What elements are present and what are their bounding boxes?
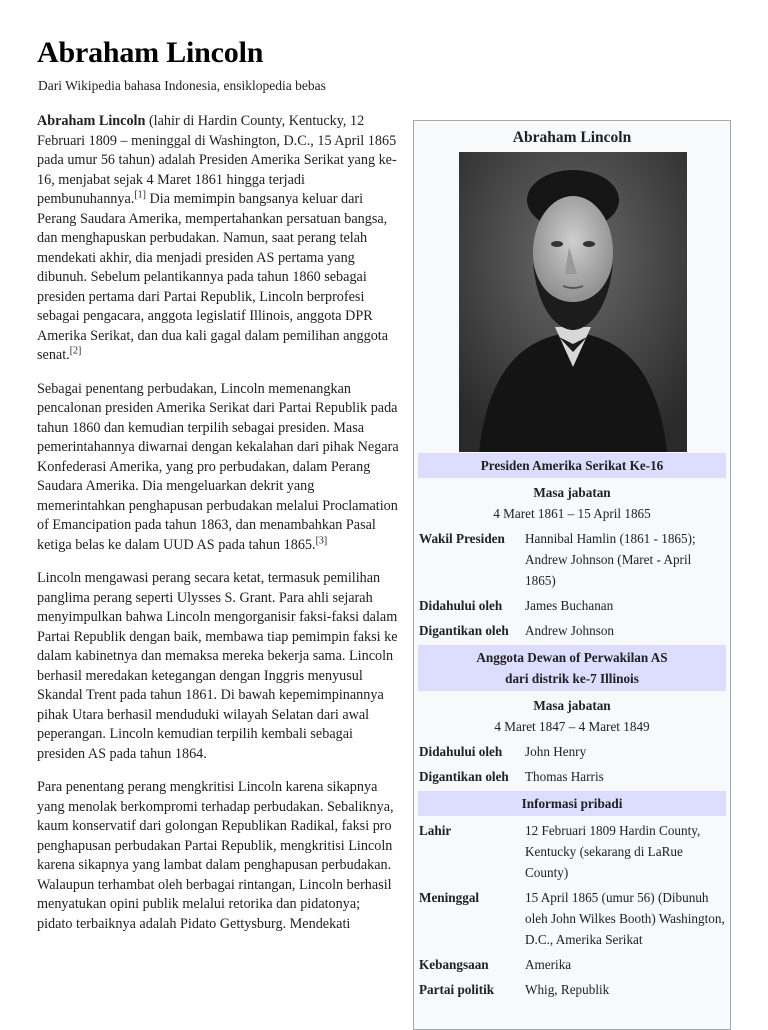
citation-link[interactable]: [1] xyxy=(134,189,146,201)
infobox-row xyxy=(419,595,730,616)
section-header-congress xyxy=(418,645,726,691)
row-key: Digantikan oleh xyxy=(419,769,509,784)
row-value[interactable]: 15 April 1865 (umur 56) (Dibunuh oleh John Wilkes Booth) Washington, D.C., Amerika Serikat xyxy=(525,890,725,947)
row-key: Wakil Presiden xyxy=(419,531,505,546)
portrait-drawing xyxy=(459,152,687,452)
row-key: Meninggal xyxy=(419,890,480,905)
term-dates: 4 Maret 1861 – 15 April 1865 xyxy=(493,506,651,521)
row-key: Didahului oleh xyxy=(419,598,503,613)
row-value[interactable]: Thomas Harris xyxy=(525,769,604,784)
term-dates: 4 Maret 1847 – 4 Maret 1849 xyxy=(494,719,650,734)
infobox-title: Abraham Lincoln xyxy=(512,129,632,146)
term-label: Masa jabatan xyxy=(533,698,611,713)
subject-name: Abraham Lincoln xyxy=(37,113,146,129)
row-value[interactable]: Whig, Republik xyxy=(525,982,610,997)
infobox-row xyxy=(419,887,730,950)
paragraph-text: Dia memimpin bangsanya keluar dari Perang Saudara Amerika, mempertahankan persatuan bangsa, dan menghapuskan perbudakan. Namun, saat perang telah mendekati akhir, dia menjadi presiden AS pertama yang dibunuh. Sebelum pelantikannya pada tahun 1860 sebagai presiden pertama dari Partai Republik, Lincoln berprofesi sebagai pengacara, anggota legislatif Illinois, anggota DPR Amerika Serikat, dan dua kali gagal dalam pemilihan anggota senat. xyxy=(37,191,389,363)
citation-link[interactable]: [3] xyxy=(315,534,328,546)
header-line: Anggota Dewan of Perwakilan AS xyxy=(476,650,668,665)
infobox-row xyxy=(419,820,730,883)
infobox-row xyxy=(419,741,730,762)
article-paragraph-3: Lincoln mengawasi perang secara ketat, termasuk pemilihan panglima perang seperti Ulysses S. Grant. Para ahli sejarah menyimpulkan bahwa Lincoln mengorganisir faksi-faksi dalam Partai Republik dengan baik, membawa tiap pemimpin faksi ke dalam kabinetnya dan memaksa mereka bekerja sama. Lincoln berhasil meredakan ketegangan dengan Inggris menyusul Skandal Trent pada tahun 1861. Di bawah kepemimpinannya pihak Utara berhasil menduduki wilayah Selatan dari awal peperangan. Lincoln kemudian terpilih kembali sebagai presiden AS pada tahun 1864. xyxy=(37,570,398,762)
header-line: dari distrik ke-7 Illinois xyxy=(505,671,639,686)
article-paragraph-1 xyxy=(37,112,399,366)
paragraph-text: (lahir di Hardin County, Kentucky, 12 Februari 1809 – meninggal di Washington, D.C., 15 April 1865 pada umur 56 tahun) adalah Presiden Amerika Serikat yang ke-16, menjabat sejak 4 Maret 1861 hingga terjadi pembunuhannya. xyxy=(37,113,397,207)
page-tagline: Dari Wikipedia bahasa Indonesia, ensiklopedia bebas xyxy=(38,78,326,93)
row-value[interactable]: Hannibal Hamlin (1861 - 1865); Andrew Johnson (Maret - April 1865) xyxy=(525,531,696,588)
portrait-image[interactable] xyxy=(459,152,687,452)
row-key: Partai politik xyxy=(419,982,495,997)
infobox-row xyxy=(419,620,730,641)
article-paragraph-4: Para penentang perang mengkritisi Lincoln karena sikapnya yang menolak berkompromi terhadap perbudakan. Sebaliknya, kaum konservatif dari golongan Republikan Radikal, faksi pro penghapusan perbudakan Partai Republik, mengkritisi Lincoln karena sikapnya yang lambat dalam penghapusan perbudakan. Walaupun terhambat oleh berbagai rintangan, Lincoln berhasil menyatukan opini publik melalui retorika dan pidatonya; pidato terbaiknya adalah Pidato Gettysburg. Mendekati xyxy=(37,779,394,932)
row-value[interactable]: 12 Februari 1809 Hardin County, Kentucky (sekarang di LaRue County) xyxy=(525,823,701,880)
row-key: Lahir xyxy=(419,823,452,838)
infobox xyxy=(413,120,731,1030)
infobox-row xyxy=(419,979,730,1000)
article-paragraph-2 xyxy=(37,380,399,556)
term-label: Masa jabatan xyxy=(533,485,611,500)
row-key: Kebangsaan xyxy=(419,957,489,972)
row-key: Digantikan oleh xyxy=(419,623,509,638)
row-value[interactable]: James Buchanan xyxy=(525,598,614,613)
row-key: Didahului oleh xyxy=(419,744,503,759)
section-header-president: Presiden Amerika Serikat Ke-16 xyxy=(418,453,726,478)
article-body xyxy=(37,112,399,948)
infobox-row xyxy=(419,954,730,975)
infobox-row xyxy=(419,766,730,787)
row-value[interactable]: John Henry xyxy=(525,744,587,759)
citation-link[interactable]: [2] xyxy=(69,345,82,357)
infobox-row xyxy=(419,528,730,591)
page-title: Abraham Lincoln xyxy=(37,36,264,69)
row-value[interactable]: Amerika xyxy=(525,957,572,972)
paragraph-text: Sebagai penentang perbudakan, Lincoln memenangkan pencalonan presiden Amerika Serikat dari Partai Republik pada tahun 1860 dan kemudian terpilih sebagai presiden. Masa pemerintahannya diwarnai dengan kekalahan dari pihak Negara Konfederasi Amerika, yang pro perbudakan, dalam Perang Saudara Amerika. Dia mengeluarkan dekrit yang memerintahkan penghapusan perbudakan melalui Proclamation of Emancipation pada tahun 1863, dan menambahkan Pasal ketiga belas ke dalam UUD AS pada tahun 1865. xyxy=(37,380,399,553)
section-header-personal: Informasi pribadi xyxy=(418,791,726,816)
row-value[interactable]: Andrew Johnson xyxy=(525,623,615,638)
